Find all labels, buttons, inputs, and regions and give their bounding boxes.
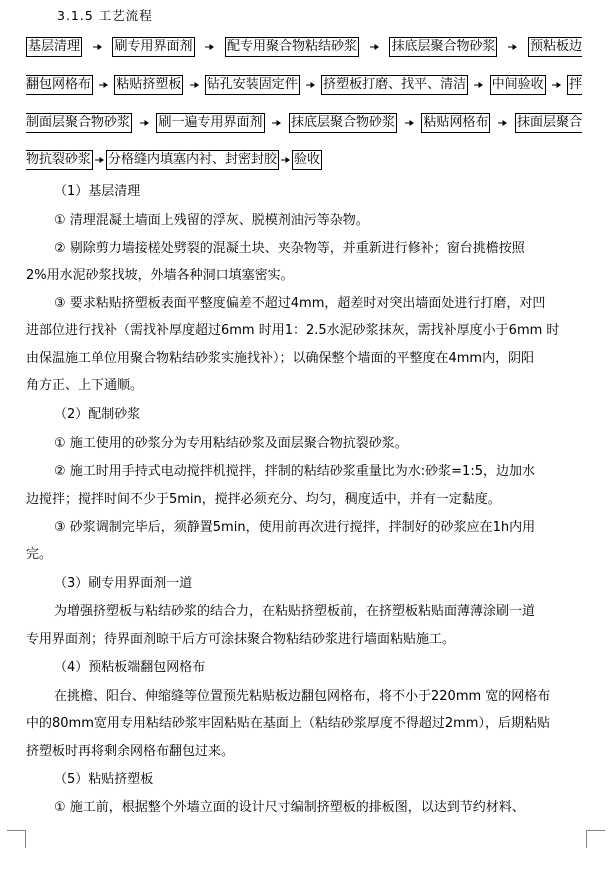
arrow-right-icon bbox=[93, 38, 102, 56]
text-line: ① 施工使用的砂浆分为专用粘结砂浆及面层聚合物抗裂砂浆。 bbox=[54, 436, 408, 451]
arrow-right-icon bbox=[140, 114, 149, 132]
page-corner-mark-right bbox=[582, 826, 612, 850]
text-line: 由保温施工单位用聚合物粘结砂浆实施找补）；以确保整个墙面的平整度在4mm内，阴阳 bbox=[26, 351, 535, 366]
flow-step: 刷专用界面剂 bbox=[112, 37, 194, 57]
text-line: ② 施工时用手持式电动搅拌机搅拌，拌制的粘结砂浆重量比为水:砂浆=1:5，边加水 bbox=[54, 464, 535, 479]
flow-step: 基层清理 bbox=[26, 37, 82, 57]
flow-step: 拌 bbox=[567, 75, 582, 95]
flow-step: 抹底层聚合物砂浆 bbox=[389, 37, 497, 57]
text-line: 专用界面剂；待界面剂晾干后方可涂抹聚合物粘结砂浆进行墙面粘贴施工。 bbox=[26, 632, 456, 647]
flow-step: 粘贴网格布 bbox=[421, 113, 490, 133]
arrow-right-icon bbox=[205, 38, 214, 56]
flow-step: 分格缝内填塞内衬、封密封胶 bbox=[106, 150, 279, 170]
flow-step: 抹底层聚合物砂浆 bbox=[289, 113, 397, 133]
arrow-right-icon bbox=[95, 151, 104, 169]
text-line: 进部位进行找补（需找补厚度超过6mm 时用1：2.5水泥砂浆抹灰，需找补厚度小于6mm 时 bbox=[26, 323, 560, 338]
flow-step: 挤塑板打磨、找平、清洁 bbox=[321, 75, 468, 95]
flow-step: 物抗裂砂浆 bbox=[26, 150, 93, 170]
flow-step: 验收 bbox=[292, 150, 322, 170]
text-line: ② 剔除剪力墙接槎处劈裂的混凝土块、夹杂物等，并重新进行修补；窗台挑檐按照 bbox=[54, 241, 525, 256]
arrow-right-icon bbox=[272, 114, 281, 132]
subsection-heading: （4）预粘板端翻包网格布 bbox=[54, 660, 206, 675]
flow-step: 配专用聚合物粘结砂浆 bbox=[225, 37, 359, 57]
arrow-right-icon bbox=[508, 38, 517, 56]
text-line: 中的80mm宽用专用粘结砂浆牢固粘贴在基面上（粘结砂浆厚度不得超过2mm），后期粘贴 bbox=[26, 716, 550, 731]
text-line: 角方正、上下通顺。 bbox=[26, 378, 144, 393]
flow-step: 翻包网格布 bbox=[26, 75, 93, 95]
flow-step: 钻孔安装固定件 bbox=[205, 75, 300, 95]
flow-line-1 bbox=[26, 36, 582, 58]
arrow-right-icon bbox=[552, 76, 561, 94]
flow-line-3 bbox=[26, 112, 582, 134]
text-line: 在挑檐、阳台、伸缩缝等位置预先粘贴板边翻包网格布，将不小于220mm 宽的网格布 bbox=[54, 689, 551, 704]
flow-step: 刷一遍专用界面剂 bbox=[156, 113, 264, 133]
section-heading: 3.1.5 工艺流程 bbox=[57, 8, 153, 23]
text-line: 完。 bbox=[26, 547, 53, 562]
subsection-heading: （1）基层清理 bbox=[54, 184, 141, 199]
text-line: ③ 砂浆调制完毕后，须静置5min，使用前再次进行搅拌，拌制好的砂浆应在1h内用 bbox=[54, 520, 536, 535]
arrow-right-icon bbox=[190, 76, 199, 94]
subsection-heading: （2）配制砂浆 bbox=[54, 407, 141, 422]
arrow-right-icon bbox=[405, 114, 414, 132]
flow-step: 制面层聚合物砂浆 bbox=[26, 113, 132, 133]
subsection-heading: （3）刷专用界面剂一道 bbox=[54, 576, 193, 591]
arrow-right-icon bbox=[370, 38, 379, 56]
text-line: ① 施工前，根据整个外墙立面的设计尺寸编制挤塑板的排板图，以达到节约材料、 bbox=[54, 800, 525, 815]
arrow-right-icon bbox=[474, 76, 483, 94]
text-line: 边搅拌；搅拌时间不少于5min，搅拌必须充分、均匀，稠度适中，并有一定黏度。 bbox=[26, 492, 501, 507]
flow-step: 粘贴挤塑板 bbox=[114, 75, 183, 95]
text-line: 为增强挤塑板与粘结砂浆的结合力，在粘贴挤塑板前，在挤塑板粘贴面薄薄涂刷一道 bbox=[54, 604, 536, 619]
flow-line-4 bbox=[26, 149, 322, 171]
arrow-right-icon bbox=[498, 114, 507, 132]
flow-line-2 bbox=[26, 74, 582, 96]
arrow-right-icon bbox=[306, 76, 315, 94]
text-line: 挤塑板时再将剩余网格布翻包过来。 bbox=[26, 744, 235, 759]
arrow-right-icon bbox=[281, 151, 290, 169]
flow-step: 中间验收 bbox=[490, 75, 546, 95]
flow-step: 抹面层聚合 bbox=[515, 113, 582, 133]
text-line: ③ 要求粘贴挤塑板表面平整度偏差不超过4mm，超差时对突出墙面处进行打磨，对凹 bbox=[54, 296, 546, 311]
arrow-right-icon bbox=[99, 76, 108, 94]
subsection-heading: （5）粘贴挤塑板 bbox=[54, 772, 154, 787]
flow-step: 预粘板边 bbox=[528, 37, 582, 57]
text-line: 2%用水泥砂浆找坡，外墙各种洞口填塞密实。 bbox=[26, 268, 294, 283]
text-line: ① 清理混凝土墙面上残留的浮灰、脱模剂油污等杂物。 bbox=[54, 213, 369, 228]
page-corner-mark-left bbox=[0, 826, 30, 850]
